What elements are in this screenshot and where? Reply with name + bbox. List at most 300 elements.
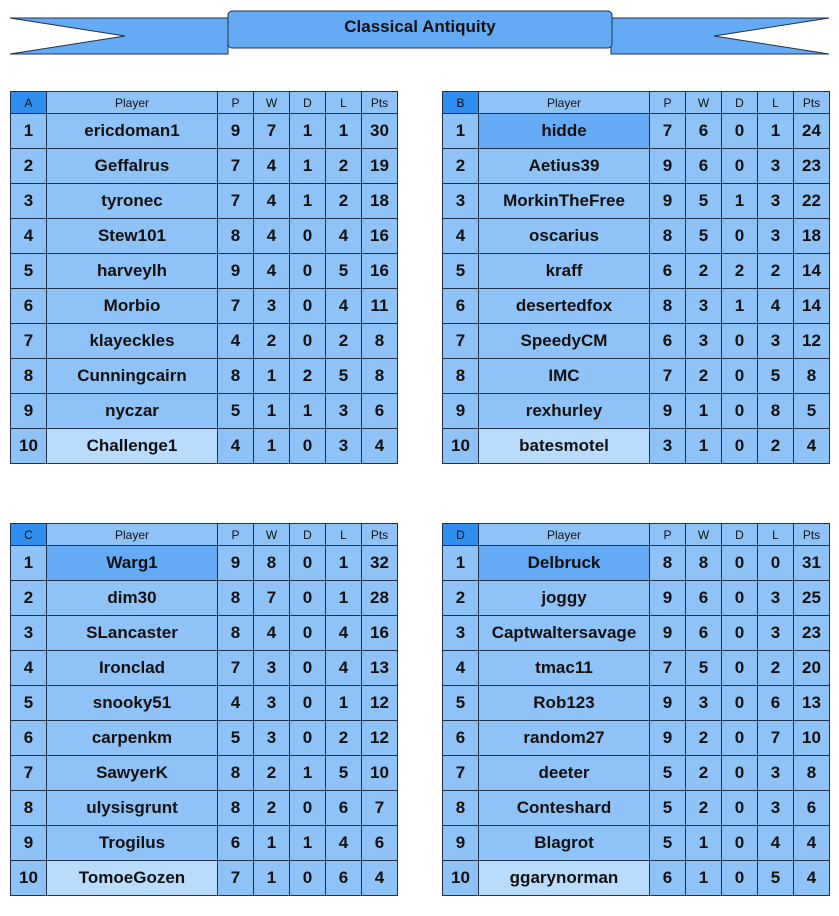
won-cell: 1 (254, 394, 290, 429)
player-name-cell: desertedfox (479, 289, 650, 324)
lost-cell: 4 (758, 289, 794, 324)
header-lost: L (326, 92, 362, 114)
table-row (443, 651, 830, 686)
table-row (11, 721, 398, 756)
played-cell: 7 (218, 149, 254, 184)
points-cell: 16 (362, 219, 398, 254)
won-cell: 8 (686, 546, 722, 581)
table-header-row (11, 92, 398, 114)
played-cell: 8 (218, 616, 254, 651)
drawn-cell: 1 (722, 289, 758, 324)
points-cell: 4 (362, 429, 398, 464)
played-cell: 8 (650, 289, 686, 324)
played-cell: 4 (218, 324, 254, 359)
table-header-row (11, 524, 398, 546)
played-cell: 9 (650, 721, 686, 756)
header-played: P (650, 524, 686, 546)
player-name-cell: TomoeGozen (47, 861, 218, 896)
points-cell: 18 (794, 219, 830, 254)
banner-left-ribbon (10, 18, 228, 54)
played-cell: 8 (218, 756, 254, 791)
drawn-cell: 0 (290, 254, 326, 289)
table-row (443, 616, 830, 651)
table-row (11, 219, 398, 254)
rank-cell: 4 (443, 219, 479, 254)
page-title: Classical Antiquity (344, 17, 496, 36)
played-cell: 7 (218, 289, 254, 324)
table-row (443, 254, 830, 289)
rank-cell: 3 (11, 616, 47, 651)
rank-cell: 10 (11, 429, 47, 464)
table-row (443, 114, 830, 149)
lost-cell: 2 (326, 721, 362, 756)
player-name-cell: random27 (479, 721, 650, 756)
table-header-row (443, 92, 830, 114)
table-row (11, 791, 398, 826)
table-row (443, 756, 830, 791)
points-cell: 8 (794, 359, 830, 394)
points-cell: 18 (362, 184, 398, 219)
points-cell: 28 (362, 581, 398, 616)
won-cell: 2 (686, 791, 722, 826)
drawn-cell: 0 (722, 616, 758, 651)
played-cell: 9 (650, 686, 686, 721)
won-cell: 3 (254, 289, 290, 324)
won-cell: 4 (254, 254, 290, 289)
table-row (11, 114, 398, 149)
played-cell: 8 (218, 581, 254, 616)
drawn-cell: 0 (290, 721, 326, 756)
player-name-cell: batesmotel (479, 429, 650, 464)
points-cell: 13 (362, 651, 398, 686)
player-name-cell: rexhurley (479, 394, 650, 429)
rank-cell: 4 (11, 219, 47, 254)
lost-cell: 3 (758, 149, 794, 184)
header-drawn: D (722, 524, 758, 546)
rank-cell: 7 (443, 324, 479, 359)
header-player: Player (479, 92, 650, 114)
lost-cell: 4 (326, 289, 362, 324)
points-cell: 16 (362, 254, 398, 289)
header-points: Pts (794, 92, 830, 114)
table-row (443, 546, 830, 581)
rank-cell: 2 (443, 149, 479, 184)
drawn-cell: 0 (290, 651, 326, 686)
points-cell: 10 (362, 756, 398, 791)
played-cell: 7 (218, 651, 254, 686)
rank-cell: 7 (443, 756, 479, 791)
header-points: Pts (362, 524, 398, 546)
drawn-cell: 0 (722, 791, 758, 826)
lost-cell: 1 (326, 581, 362, 616)
played-cell: 8 (650, 546, 686, 581)
played-cell: 8 (218, 219, 254, 254)
rank-cell: 1 (443, 546, 479, 581)
header-won: W (686, 524, 722, 546)
played-cell: 9 (650, 184, 686, 219)
header-player: Player (47, 524, 218, 546)
lost-cell: 5 (758, 861, 794, 896)
won-cell: 4 (254, 149, 290, 184)
table-row (11, 394, 398, 429)
points-cell: 23 (794, 149, 830, 184)
header-drawn: D (290, 524, 326, 546)
rank-cell: 5 (11, 686, 47, 721)
player-name-cell: SawyerK (47, 756, 218, 791)
header-played: P (218, 524, 254, 546)
rank-cell: 6 (443, 721, 479, 756)
won-cell: 1 (686, 429, 722, 464)
won-cell: 1 (686, 826, 722, 861)
drawn-cell: 2 (722, 254, 758, 289)
lost-cell: 2 (326, 324, 362, 359)
lost-cell: 4 (326, 826, 362, 861)
lost-cell: 3 (758, 616, 794, 651)
drawn-cell: 0 (290, 861, 326, 896)
header-drawn: D (722, 92, 758, 114)
points-cell: 6 (794, 791, 830, 826)
drawn-cell: 0 (722, 324, 758, 359)
drawn-cell: 0 (290, 686, 326, 721)
header-lost: L (758, 92, 794, 114)
points-cell: 4 (794, 826, 830, 861)
points-cell: 12 (362, 686, 398, 721)
lost-cell: 3 (326, 429, 362, 464)
group-label: C (11, 524, 47, 546)
banner-right-ribbon (611, 18, 829, 54)
table-header-row (443, 524, 830, 546)
table-row (11, 324, 398, 359)
lost-cell: 4 (326, 651, 362, 686)
drawn-cell: 0 (722, 546, 758, 581)
table-row (11, 651, 398, 686)
player-name-cell: Aetius39 (479, 149, 650, 184)
won-cell: 5 (686, 184, 722, 219)
drawn-cell: 0 (722, 219, 758, 254)
rank-cell: 4 (11, 651, 47, 686)
player-name-cell: Trogilus (47, 826, 218, 861)
lost-cell: 3 (758, 219, 794, 254)
rank-cell: 9 (443, 826, 479, 861)
drawn-cell: 0 (722, 394, 758, 429)
won-cell: 3 (254, 651, 290, 686)
lost-cell: 2 (758, 651, 794, 686)
table-row (443, 394, 830, 429)
player-name-cell: ulysisgrunt (47, 791, 218, 826)
table-row (11, 581, 398, 616)
lost-cell: 1 (758, 114, 794, 149)
played-cell: 5 (650, 791, 686, 826)
player-name-cell: Captwaltersavage (479, 616, 650, 651)
player-name-cell: kraff (479, 254, 650, 289)
rank-cell: 3 (11, 184, 47, 219)
played-cell: 6 (650, 861, 686, 896)
played-cell: 6 (650, 324, 686, 359)
won-cell: 1 (254, 861, 290, 896)
won-cell: 2 (254, 756, 290, 791)
played-cell: 9 (650, 149, 686, 184)
points-cell: 4 (794, 861, 830, 896)
player-name-cell: klayeckles (47, 324, 218, 359)
played-cell: 4 (218, 429, 254, 464)
drawn-cell: 1 (722, 184, 758, 219)
lost-cell: 1 (326, 114, 362, 149)
player-name-cell: oscarius (479, 219, 650, 254)
points-cell: 14 (794, 289, 830, 324)
drawn-cell: 1 (290, 149, 326, 184)
won-cell: 2 (686, 721, 722, 756)
points-cell: 6 (362, 826, 398, 861)
lost-cell: 4 (758, 826, 794, 861)
rank-cell: 10 (443, 429, 479, 464)
rank-cell: 1 (443, 114, 479, 149)
played-cell: 8 (218, 791, 254, 826)
player-name-cell: Blagrot (479, 826, 650, 861)
player-name-cell: MorkinTheFree (479, 184, 650, 219)
lost-cell: 3 (758, 791, 794, 826)
lost-cell: 8 (758, 394, 794, 429)
header-player: Player (47, 92, 218, 114)
table-row (11, 184, 398, 219)
player-name-cell: ggarynorman (479, 861, 650, 896)
rank-cell: 8 (11, 791, 47, 826)
drawn-cell: 1 (290, 756, 326, 791)
group-label: D (443, 524, 479, 546)
played-cell: 7 (650, 651, 686, 686)
header-won: W (686, 92, 722, 114)
played-cell: 7 (650, 359, 686, 394)
won-cell: 6 (686, 149, 722, 184)
rank-cell: 9 (11, 394, 47, 429)
drawn-cell: 0 (722, 651, 758, 686)
lost-cell: 6 (758, 686, 794, 721)
drawn-cell: 0 (290, 324, 326, 359)
header-won: W (254, 524, 290, 546)
points-cell: 4 (362, 861, 398, 896)
played-cell: 8 (650, 219, 686, 254)
played-cell: 5 (650, 756, 686, 791)
points-cell: 24 (794, 114, 830, 149)
points-cell: 8 (794, 756, 830, 791)
points-cell: 4 (794, 429, 830, 464)
rank-cell: 9 (11, 826, 47, 861)
rank-cell: 3 (443, 184, 479, 219)
header-drawn: D (290, 92, 326, 114)
points-cell: 11 (362, 289, 398, 324)
player-name-cell: IMC (479, 359, 650, 394)
player-name-cell: joggy (479, 581, 650, 616)
drawn-cell: 0 (722, 861, 758, 896)
points-cell: 32 (362, 546, 398, 581)
lost-cell: 5 (758, 359, 794, 394)
points-cell: 8 (362, 359, 398, 394)
points-cell: 20 (794, 651, 830, 686)
won-cell: 8 (254, 546, 290, 581)
player-name-cell: snooky51 (47, 686, 218, 721)
player-name-cell: nyczar (47, 394, 218, 429)
table-row (443, 791, 830, 826)
table-row (443, 826, 830, 861)
won-cell: 1 (686, 394, 722, 429)
group-table-d (442, 523, 830, 896)
played-cell: 5 (650, 826, 686, 861)
points-cell: 10 (794, 721, 830, 756)
group-table-b (442, 91, 830, 464)
played-cell: 6 (218, 826, 254, 861)
player-name-cell: hidde (479, 114, 650, 149)
player-name-cell: Warg1 (47, 546, 218, 581)
group-label: B (443, 92, 479, 114)
played-cell: 6 (650, 254, 686, 289)
drawn-cell: 0 (290, 581, 326, 616)
lost-cell: 3 (758, 184, 794, 219)
points-cell: 19 (362, 149, 398, 184)
header-lost: L (758, 524, 794, 546)
drawn-cell: 1 (290, 114, 326, 149)
drawn-cell: 0 (722, 721, 758, 756)
won-cell: 2 (254, 324, 290, 359)
lost-cell: 6 (326, 861, 362, 896)
played-cell: 9 (650, 616, 686, 651)
player-name-cell: Rob123 (479, 686, 650, 721)
won-cell: 3 (686, 289, 722, 324)
lost-cell: 1 (326, 546, 362, 581)
points-cell: 22 (794, 184, 830, 219)
header-played: P (650, 92, 686, 114)
drawn-cell: 0 (290, 289, 326, 324)
points-cell: 23 (794, 616, 830, 651)
played-cell: 5 (218, 394, 254, 429)
rank-cell: 2 (11, 149, 47, 184)
drawn-cell: 0 (722, 581, 758, 616)
table-row (443, 289, 830, 324)
drawn-cell: 0 (722, 429, 758, 464)
table-row (11, 861, 398, 896)
won-cell: 4 (254, 616, 290, 651)
lost-cell: 3 (758, 324, 794, 359)
table-row (443, 429, 830, 464)
played-cell: 9 (218, 114, 254, 149)
rank-cell: 8 (11, 359, 47, 394)
played-cell: 4 (218, 686, 254, 721)
drawn-cell: 0 (722, 114, 758, 149)
won-cell: 1 (254, 429, 290, 464)
points-cell: 25 (794, 581, 830, 616)
won-cell: 3 (254, 721, 290, 756)
table-row (11, 429, 398, 464)
player-name-cell: Geffalrus (47, 149, 218, 184)
group-label: A (11, 92, 47, 114)
drawn-cell: 1 (290, 184, 326, 219)
rank-cell: 9 (443, 394, 479, 429)
played-cell: 9 (650, 581, 686, 616)
player-name-cell: Conteshard (479, 791, 650, 826)
won-cell: 7 (254, 581, 290, 616)
rank-cell: 8 (443, 359, 479, 394)
table-row (11, 826, 398, 861)
player-name-cell: ericdoman1 (47, 114, 218, 149)
lost-cell: 2 (758, 254, 794, 289)
played-cell: 5 (218, 721, 254, 756)
points-cell: 6 (362, 394, 398, 429)
rank-cell: 3 (443, 616, 479, 651)
won-cell: 6 (686, 616, 722, 651)
group-table-a (10, 91, 398, 464)
played-cell: 7 (218, 861, 254, 896)
drawn-cell: 0 (722, 686, 758, 721)
drawn-cell: 1 (290, 826, 326, 861)
lost-cell: 2 (326, 149, 362, 184)
rank-cell: 5 (11, 254, 47, 289)
played-cell: 9 (218, 254, 254, 289)
player-name-cell: Cunningcairn (47, 359, 218, 394)
rank-cell: 1 (11, 546, 47, 581)
table-row (443, 359, 830, 394)
player-name-cell: SpeedyCM (479, 324, 650, 359)
rank-cell: 6 (443, 289, 479, 324)
drawn-cell: 1 (290, 394, 326, 429)
won-cell: 1 (254, 359, 290, 394)
points-cell: 12 (362, 721, 398, 756)
rank-cell: 6 (11, 289, 47, 324)
player-name-cell: tyronec (47, 184, 218, 219)
lost-cell: 3 (758, 581, 794, 616)
points-cell: 14 (794, 254, 830, 289)
player-name-cell: SLancaster (47, 616, 218, 651)
player-name-cell: harveylh (47, 254, 218, 289)
lost-cell: 5 (326, 254, 362, 289)
player-name-cell: Stew101 (47, 219, 218, 254)
table-row (443, 149, 830, 184)
played-cell: 8 (218, 359, 254, 394)
drawn-cell: 2 (290, 359, 326, 394)
lost-cell: 7 (758, 721, 794, 756)
lost-cell: 2 (758, 429, 794, 464)
table-row (11, 359, 398, 394)
rank-cell: 7 (11, 756, 47, 791)
table-row (11, 254, 398, 289)
lost-cell: 4 (326, 616, 362, 651)
player-name-cell: tmac11 (479, 651, 650, 686)
lost-cell: 5 (326, 756, 362, 791)
table-row (443, 861, 830, 896)
won-cell: 5 (686, 219, 722, 254)
table-row (443, 219, 830, 254)
header-player: Player (479, 524, 650, 546)
rank-cell: 5 (443, 254, 479, 289)
table-row (11, 616, 398, 651)
won-cell: 1 (686, 861, 722, 896)
table-row (443, 686, 830, 721)
player-name-cell: dim30 (47, 581, 218, 616)
won-cell: 3 (254, 686, 290, 721)
drawn-cell: 0 (290, 791, 326, 826)
won-cell: 2 (254, 791, 290, 826)
rank-cell: 2 (443, 581, 479, 616)
won-cell: 2 (686, 756, 722, 791)
played-cell: 7 (650, 114, 686, 149)
won-cell: 1 (254, 826, 290, 861)
player-name-cell: deeter (479, 756, 650, 791)
played-cell: 9 (218, 546, 254, 581)
rank-cell: 7 (11, 324, 47, 359)
player-name-cell: Delbruck (479, 546, 650, 581)
player-name-cell: Challenge1 (47, 429, 218, 464)
lost-cell: 1 (326, 686, 362, 721)
rank-cell: 2 (11, 581, 47, 616)
drawn-cell: 0 (722, 826, 758, 861)
header-points: Pts (794, 524, 830, 546)
